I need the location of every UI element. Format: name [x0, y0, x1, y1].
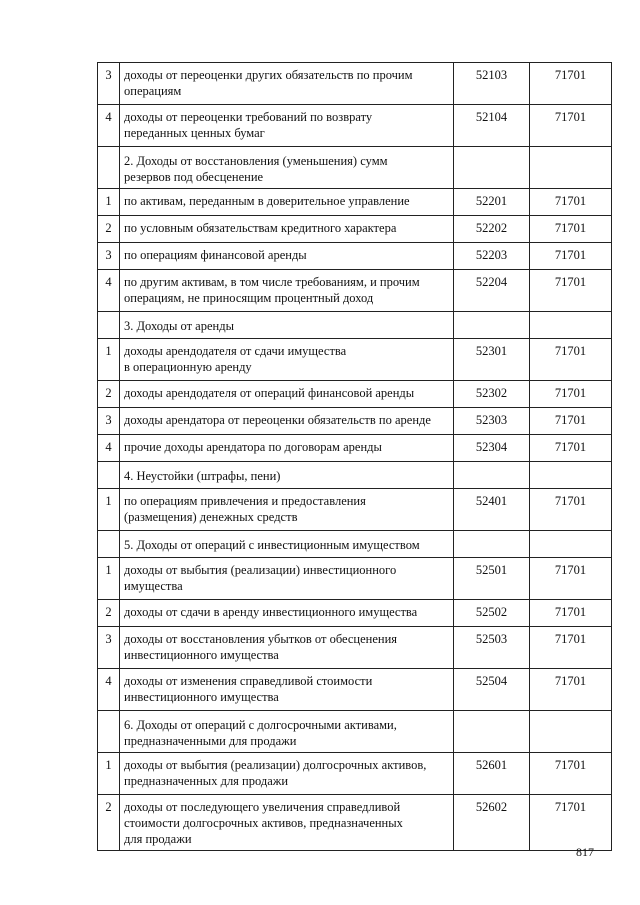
table-row [98, 105, 612, 147]
table-row [98, 243, 612, 270]
row-number: 2 [98, 795, 120, 851]
account-code: 52501 [454, 558, 530, 600]
table-row [98, 435, 612, 462]
section-title: 2. Доходы от восстановления (уменьшения) сумм резервов под обесценение [120, 147, 454, 189]
row-number: 4 [98, 105, 120, 147]
table-row [98, 408, 612, 435]
row-description: доходы арендодателя от операций финансовой аренды [120, 381, 454, 408]
table-row [98, 270, 612, 312]
account-code: 52103 [454, 63, 530, 105]
corr-account-code [530, 711, 612, 753]
row-description: доходы от выбытия (реализации) долгосрочных активов, предназначенных для продажи [120, 753, 454, 795]
table-row [98, 216, 612, 243]
row-number: 3 [98, 408, 120, 435]
accounts-table-body [98, 63, 612, 851]
table-row [98, 381, 612, 408]
corr-account-code: 71701 [530, 489, 612, 531]
page-number: 817 [576, 845, 594, 859]
row-number: 2 [98, 216, 120, 243]
section-header-row [98, 147, 612, 189]
section-header-row [98, 531, 612, 558]
corr-account-code: 71701 [530, 243, 612, 270]
section-header-row [98, 462, 612, 489]
table-row [98, 558, 612, 600]
corr-account-code: 71701 [530, 753, 612, 795]
corr-account-code: 71701 [530, 435, 612, 462]
row-description: доходы арендодателя от сдачи имущества в операционную аренду [120, 339, 454, 381]
section-title: 6. Доходы от операций с долгосрочными активами, предназначенными для продажи [120, 711, 454, 753]
corr-account-code [530, 147, 612, 189]
row-description: по другим активам, в том числе требованиям, и прочим операциям, не приносящим процентный доход [120, 270, 454, 312]
account-code: 52302 [454, 381, 530, 408]
row-number [98, 711, 120, 753]
row-number: 1 [98, 339, 120, 381]
row-description: по операциям финансовой аренды [120, 243, 454, 270]
accounts-table [97, 62, 612, 851]
row-description: доходы от восстановления убытков от обесценения инвестиционного имущества [120, 627, 454, 669]
corr-account-code: 71701 [530, 216, 612, 243]
row-description: доходы от переоценки других обязательств по прочим операциям [120, 63, 454, 105]
row-description: доходы от последующего увеличения справедливой стоимости долгосрочных активов, предназначенных для продажи [120, 795, 454, 851]
row-number: 1 [98, 558, 120, 600]
row-number: 1 [98, 753, 120, 795]
account-code [454, 462, 530, 489]
corr-account-code: 71701 [530, 189, 612, 216]
table-row [98, 753, 612, 795]
row-description: по активам, переданным в доверительное управление [120, 189, 454, 216]
corr-account-code [530, 531, 612, 558]
table-row [98, 339, 612, 381]
section-header-row [98, 312, 612, 339]
table-row [98, 189, 612, 216]
row-description: прочие доходы арендатора по договорам аренды [120, 435, 454, 462]
row-number [98, 312, 120, 339]
account-code: 52201 [454, 189, 530, 216]
row-description: доходы от изменения справедливой стоимости инвестиционного имущества [120, 669, 454, 711]
corr-account-code: 71701 [530, 795, 612, 851]
section-title: 4. Неустойки (штрафы, пени) [120, 462, 454, 489]
row-number: 4 [98, 435, 120, 462]
row-number: 4 [98, 270, 120, 312]
row-description: доходы от сдачи в аренду инвестиционного имущества [120, 600, 454, 627]
corr-account-code [530, 462, 612, 489]
account-code [454, 711, 530, 753]
corr-account-code: 71701 [530, 669, 612, 711]
account-code: 52203 [454, 243, 530, 270]
account-code: 52204 [454, 270, 530, 312]
row-number: 3 [98, 627, 120, 669]
account-code [454, 147, 530, 189]
corr-account-code: 71701 [530, 63, 612, 105]
table-row [98, 489, 612, 531]
table-row [98, 669, 612, 711]
corr-account-code [530, 312, 612, 339]
row-number: 2 [98, 600, 120, 627]
row-description: доходы арендатора от переоценки обязательств по аренде [120, 408, 454, 435]
account-code: 52504 [454, 669, 530, 711]
corr-account-code: 71701 [530, 627, 612, 669]
row-number: 3 [98, 63, 120, 105]
account-code: 52502 [454, 600, 530, 627]
row-number [98, 531, 120, 558]
account-code: 52602 [454, 795, 530, 851]
section-title: 5. Доходы от операций с инвестиционным имуществом [120, 531, 454, 558]
account-code: 52202 [454, 216, 530, 243]
corr-account-code: 71701 [530, 558, 612, 600]
row-description: по операциям привлечения и предоставления (размещения) денежных средств [120, 489, 454, 531]
row-number: 3 [98, 243, 120, 270]
table-row [98, 600, 612, 627]
corr-account-code: 71701 [530, 381, 612, 408]
table-row [98, 627, 612, 669]
section-title: 3. Доходы от аренды [120, 312, 454, 339]
row-number: 1 [98, 489, 120, 531]
row-description: по условным обязательствам кредитного характера [120, 216, 454, 243]
account-code: 52601 [454, 753, 530, 795]
account-code [454, 312, 530, 339]
account-code: 52401 [454, 489, 530, 531]
row-number: 1 [98, 189, 120, 216]
account-code: 52503 [454, 627, 530, 669]
corr-account-code: 71701 [530, 105, 612, 147]
row-description: доходы от выбытия (реализации) инвестиционного имущества [120, 558, 454, 600]
account-code: 52304 [454, 435, 530, 462]
row-description: доходы от переоценки требований по возврату переданных ценных бумаг [120, 105, 454, 147]
corr-account-code: 71701 [530, 408, 612, 435]
section-header-row [98, 711, 612, 753]
account-code: 52301 [454, 339, 530, 381]
row-number [98, 147, 120, 189]
row-number [98, 462, 120, 489]
row-number: 4 [98, 669, 120, 711]
row-number: 2 [98, 381, 120, 408]
corr-account-code: 71701 [530, 270, 612, 312]
account-code: 52104 [454, 105, 530, 147]
account-code [454, 531, 530, 558]
corr-account-code: 71701 [530, 339, 612, 381]
account-code: 52303 [454, 408, 530, 435]
corr-account-code: 71701 [530, 600, 612, 627]
table-row [98, 63, 612, 105]
table-row [98, 795, 612, 851]
